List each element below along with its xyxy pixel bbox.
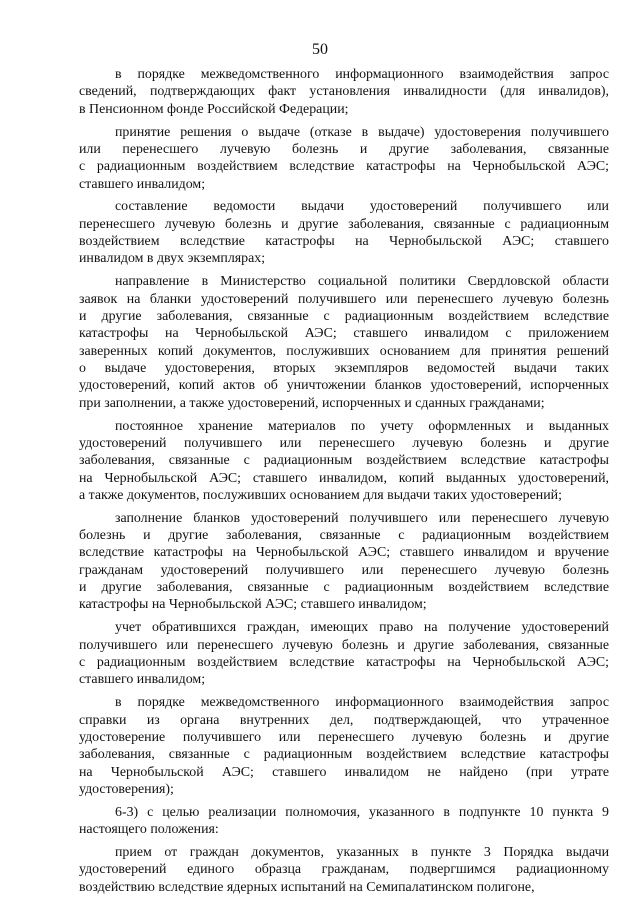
paragraph-line: инвалидом в двух экземплярах; (79, 251, 266, 267)
paragraph-line: удостоверения); (79, 781, 174, 797)
paragraph-line: и другие заболевания, связанные с радиационным воздействием вследствие (79, 308, 609, 324)
paragraph-line: принятие решения о выдаче (отказе в выдаче) удостоверения получившего (115, 124, 609, 140)
paragraph-line: на Чернобыльской АЭС; ставшего инвалидом не найдено (при утрате (79, 764, 609, 780)
paragraph (79, 844, 609, 896)
paragraph-line: о выдаче удостоверения, вторых экземпляров ведомостей выдачи таких (79, 361, 609, 376)
paragraph-line: направление в Министерство социальной политики Свердловской области (115, 274, 609, 290)
paragraph-line: в Пенсионном фонде Российской Федерации; (79, 101, 349, 117)
paragraph (79, 418, 609, 505)
paragraph-line: справки из органа внутренних дел, подтверждающей, что утраченное (79, 712, 609, 728)
paragraph-line: перенесшего лучевую болезнь и другие заболевания, связанные с радиационным (79, 216, 609, 232)
paragraph-line: удостоверений единого образца гражданам, подвергшимся радиационному (79, 862, 609, 878)
paragraph (79, 510, 609, 614)
paragraph-line: заверенных копий документов, послуживших основанием для принятия решений (79, 343, 609, 359)
paragraph-line: в порядке межведомственного информационного взаимодействия запрос (115, 695, 609, 711)
paragraph-line: заболевания, связанные с радиационным воздействием вследствие катастрофы (79, 453, 609, 469)
paragraph (79, 273, 609, 412)
paragraph-line: с радиационным воздействием вследствие катастрофы на Чернобыльской АЭС; (79, 159, 609, 175)
paragraph-line: 6-3) с целью реализации полномочия, указанного в подпункте 10 пункта 9 (115, 804, 609, 820)
paragraph-line: ставшего инвалидом; (79, 176, 206, 192)
document-body (79, 66, 609, 896)
paragraph-line: гражданам удостоверений получившего или перенесшего лучевую болезнь (79, 562, 609, 578)
paragraph-line: заболевания, связанные с радиационным воздействием вследствие катастрофы (79, 747, 609, 763)
paragraph (79, 198, 609, 267)
paragraph-line: удостоверение получившего или перенесшего лучевую болезнь и другие (79, 729, 609, 745)
paragraph-line: ставшего инвалидом; (79, 672, 206, 688)
paragraph-line: сведений, подтверждающих факт установления инвалидности (для инвалидов), (79, 84, 609, 100)
paragraph-line: составление ведомости выдачи удостоверений получившего или (115, 199, 609, 215)
paragraph-line: с радиационным воздействием вследствие катастрофы на Чернобыльской АЭС; (79, 655, 609, 670)
paragraph (79, 694, 609, 798)
paragraph-line: постоянное хранение материалов по учету оформленных и выданных (115, 418, 609, 434)
paragraph (79, 804, 609, 839)
paragraph-line: или перенесшего лучевую болезнь и другие заболевания, связанные (79, 141, 609, 157)
paragraph-line: болезнь и другие заболевания, связанные с радиационным воздействием (79, 528, 609, 544)
paragraph-line: удостоверений получившего или перенесшего лучевую болезнь и другие (79, 435, 609, 451)
paragraph-line: в порядке межведомственного информационного взаимодействия запрос (115, 67, 609, 82)
paragraph-line: а также документов, послуживших основанием для выдачи таких удостоверений; (79, 487, 562, 503)
paragraph-line: прием от граждан документов, указанных в пункте 3 Порядка выдачи (115, 844, 609, 860)
paragraph-line: удостоверений, копий актов об уничтожении бланков удостоверений, испорченных (79, 378, 609, 394)
paragraph-line: получившего или перенесшего лучевую болезнь и другие заболевания, связанные (79, 637, 609, 653)
paragraph-line: учет обратившихся граждан, имеющих право на получение удостоверений (115, 620, 609, 636)
paragraph-line: настоящего положения: (79, 822, 219, 838)
paragraph-line: воздействием вследствие катастрофы на Чернобыльской АЭС; ставшего (79, 234, 609, 250)
paragraph (79, 124, 609, 193)
paragraph-line: заполнение бланков удостоверений получившего или перенесшего лучевую (115, 510, 609, 526)
paragraph (79, 619, 609, 688)
paragraph-line: заявок на бланки удостоверений получившего или перенесшего лучевую болезнь (79, 291, 609, 307)
paragraph (79, 66, 609, 118)
page-number: 50 (312, 41, 328, 58)
paragraph-line: вследствие катастрофы на Чернобыльской АЭС; ставшего инвалидом и вручение (79, 545, 609, 561)
paragraph-line: и другие заболевания, связанные с радиационным воздействием вследствие (79, 580, 609, 596)
paragraph-line: воздействию вследствие ядерных испытаний на Семипалатинском полигоне, (79, 879, 535, 895)
paragraph-line: катастрофы на Чернобыльской АЭС; ставшего инвалидом; (79, 597, 427, 613)
paragraph-line: на Чернобыльской АЭС; ставшего инвалидом, копий выданных удостоверений, (79, 470, 609, 486)
paragraph-line: катастрофы на Чернобыльской АЭС; ставшего инвалидом с приложением (79, 326, 609, 342)
paragraph-line: при заполнении, а также удостоверений, испорченных и сданных гражданами; (79, 395, 545, 411)
